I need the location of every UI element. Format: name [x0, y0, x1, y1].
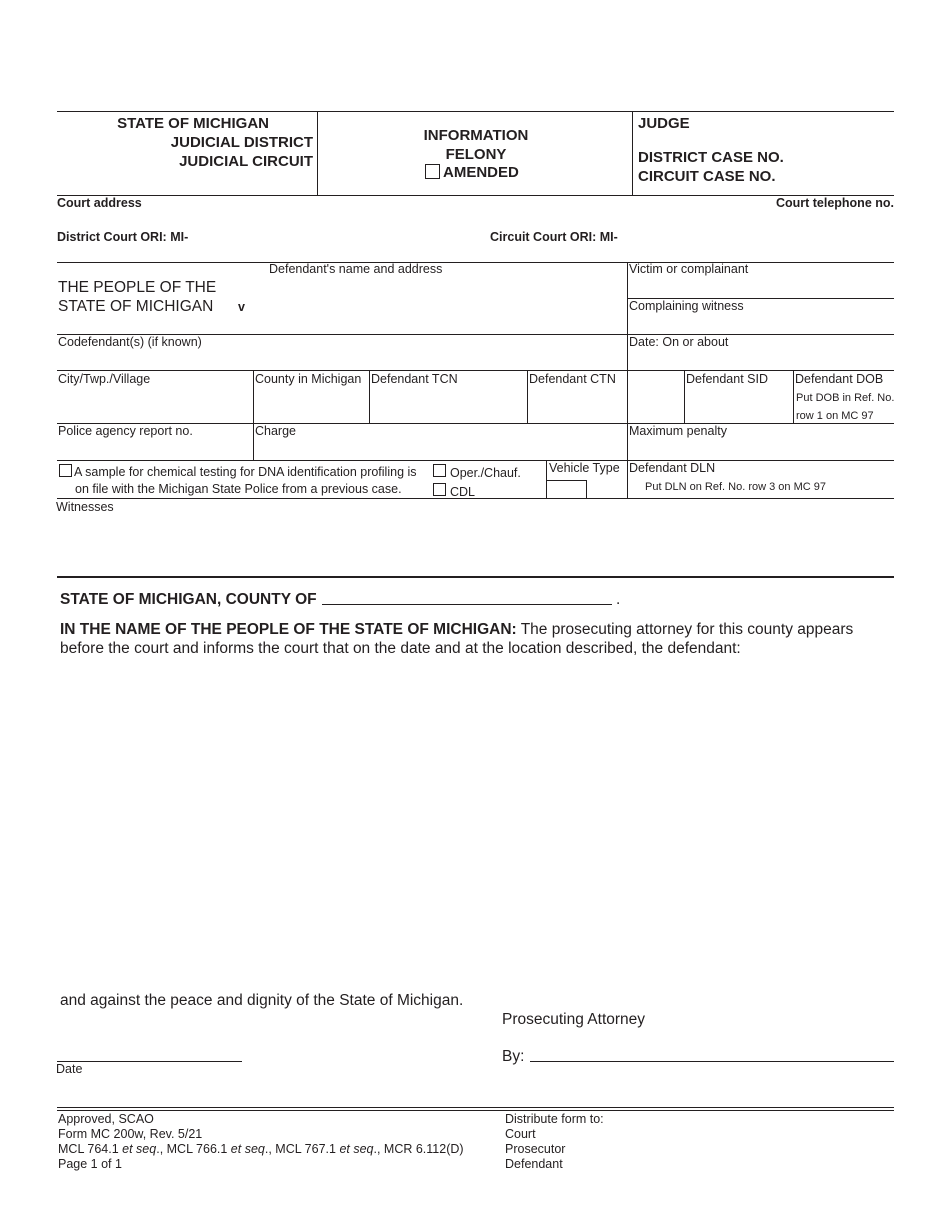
oper-chauf-label: Oper./Chauf. [450, 466, 521, 480]
ctn-label: Defendant CTN [529, 372, 616, 386]
title-felony: FELONY [445, 146, 507, 163]
sid-label: Defendant SID [686, 372, 768, 386]
court-address-label: Court address [57, 196, 142, 210]
information-body-text: The prosecuting attorney for this county appears before the court and informs the court that on the date and at the location described, the defendant: [60, 621, 854, 657]
people-name-heading: IN THE NAME OF THE PEOPLE OF THE STATE OF MICHIGAN: [60, 621, 517, 638]
distribute-defendant: Defendant [505, 1157, 563, 1171]
mcl-764: MCL 764.1 [58, 1142, 123, 1156]
tcn-label: Defendant TCN [371, 372, 458, 386]
complaining-witness-label: Complaining witness [629, 299, 744, 313]
distribute-prosecutor: Prosecutor [505, 1142, 566, 1156]
circuit-ori-label: Circuit Court ORI: MI- [490, 230, 618, 244]
cdl-checkbox[interactable] [433, 483, 446, 496]
grid-line-3 [57, 370, 894, 371]
vehicle-type-label: Vehicle Type [549, 461, 620, 475]
statute-citations [58, 1142, 464, 1157]
dln-note: Put DLN on Ref. No. row 3 on MC 97 [645, 481, 826, 493]
codefendants-label: Codefendant(s) (if known) [58, 335, 202, 349]
grid-line-vehicle [546, 480, 587, 481]
approved-label: Approved, SCAO [58, 1112, 154, 1126]
offense-date-label: Date: On or about [629, 335, 729, 349]
et-seq-2: et seq [230, 1142, 265, 1156]
grid-vline-tcn [527, 370, 528, 423]
county-name-line[interactable] [322, 604, 612, 605]
prosecuting-attorney-label: Prosecuting Attorney [502, 1011, 646, 1028]
mcl-767: ., MCL 767.1 [264, 1142, 340, 1156]
mcl-766: ., MCL 766.1 [156, 1142, 231, 1156]
versus-label: v [238, 300, 245, 314]
date-line[interactable] [57, 1061, 242, 1062]
police-report-label: Police agency report no. [58, 424, 193, 438]
header-divider-left [317, 111, 318, 195]
footer-left [58, 1112, 464, 1172]
header-bottom-rule [57, 195, 894, 196]
grid-vline-county [369, 370, 370, 423]
max-penalty-label: Maximum penalty [629, 424, 727, 438]
peace-dignity-text: and against the peace and dignity of the State of Michigan. [60, 992, 464, 1009]
victim-label: Victim or complainant [629, 262, 749, 276]
grid-line-6 [57, 498, 894, 499]
people-line1: THE PEOPLE OF THE [58, 279, 217, 296]
dna-checkbox[interactable] [59, 464, 72, 477]
judicial-district-label: JUDICIAL DISTRICT [170, 134, 313, 151]
grid-vline-vehicle-split [586, 480, 587, 498]
people-label [58, 278, 216, 316]
grid-vline-sid [793, 370, 794, 423]
cdl-label: CDL [450, 485, 476, 499]
dob-note-line1: Put DOB in Ref. No. [796, 392, 895, 404]
judicial-circuit-label: JUDICIAL CIRCUIT [179, 153, 313, 170]
grid-line-1 [57, 262, 894, 263]
amended-checkbox[interactable] [425, 164, 440, 179]
distribute-label: Distribute form to: [505, 1112, 604, 1126]
mcr-6112: ., MCR 6.112(D) [373, 1142, 464, 1156]
county-label: County in Michigan [255, 372, 362, 386]
city-label: City/Twp./Village [58, 372, 151, 386]
date-label: Date [56, 1062, 83, 1076]
footer-rule-2 [57, 1110, 894, 1111]
dob-note-line2: row 1 on MC 97 [796, 410, 874, 422]
information-paragraph [60, 620, 900, 658]
grid-vline-vehicle [546, 460, 547, 498]
section-rule [57, 576, 894, 578]
dob-label: Defendant DOB [795, 372, 884, 386]
people-line2: STATE OF MICHIGAN [58, 298, 214, 315]
court-telephone-label: Court telephone no. [775, 196, 894, 210]
district-ori-label: District Court ORI: MI- [57, 230, 189, 244]
county-period: . [616, 591, 621, 608]
header-divider-right [632, 111, 633, 195]
county-of-label: STATE OF MICHIGAN, COUNTY OF [60, 591, 317, 608]
et-seq-1: et seq [122, 1142, 157, 1156]
judge-label: JUDGE [638, 115, 690, 132]
header-top-rule [57, 111, 894, 112]
title-information: INFORMATION [423, 127, 529, 144]
et-seq-3: et seq [339, 1142, 374, 1156]
footer-distribution [505, 1112, 604, 1172]
state-label: STATE OF MICHIGAN [117, 115, 269, 132]
dln-label: Defendant DLN [629, 461, 716, 475]
amended-label: AMENDED [443, 164, 519, 181]
oper-chauf-checkbox[interactable] [433, 464, 446, 477]
circuit-case-label: CIRCUIT CASE NO. [638, 168, 776, 185]
form-title [420, 126, 532, 164]
signature-line[interactable] [530, 1061, 894, 1062]
court-names [117, 114, 313, 171]
dna-text-line1: A sample for chemical testing for DNA identification profiling is [74, 465, 417, 479]
district-case-label: DISTRICT CASE NO. [638, 149, 784, 166]
form-number: Form MC 200w, Rev. 5/21 [58, 1127, 203, 1141]
grid-line-5 [57, 460, 894, 461]
defendant-name-label: Defendant's name and address [269, 262, 443, 276]
by-label: By: [502, 1048, 525, 1065]
grid-vline-right [627, 262, 628, 498]
footer-rule-1 [57, 1107, 894, 1108]
witnesses-label: Witnesses [56, 500, 114, 514]
page-number: Page 1 of 1 [58, 1157, 122, 1171]
grid-vline-city [253, 370, 254, 460]
distribute-court: Court [505, 1127, 536, 1141]
dna-text-line2: on file with the Michigan State Police from a previous case. [75, 482, 402, 496]
charge-label: Charge [255, 424, 296, 438]
grid-vline-ctn [684, 370, 685, 423]
